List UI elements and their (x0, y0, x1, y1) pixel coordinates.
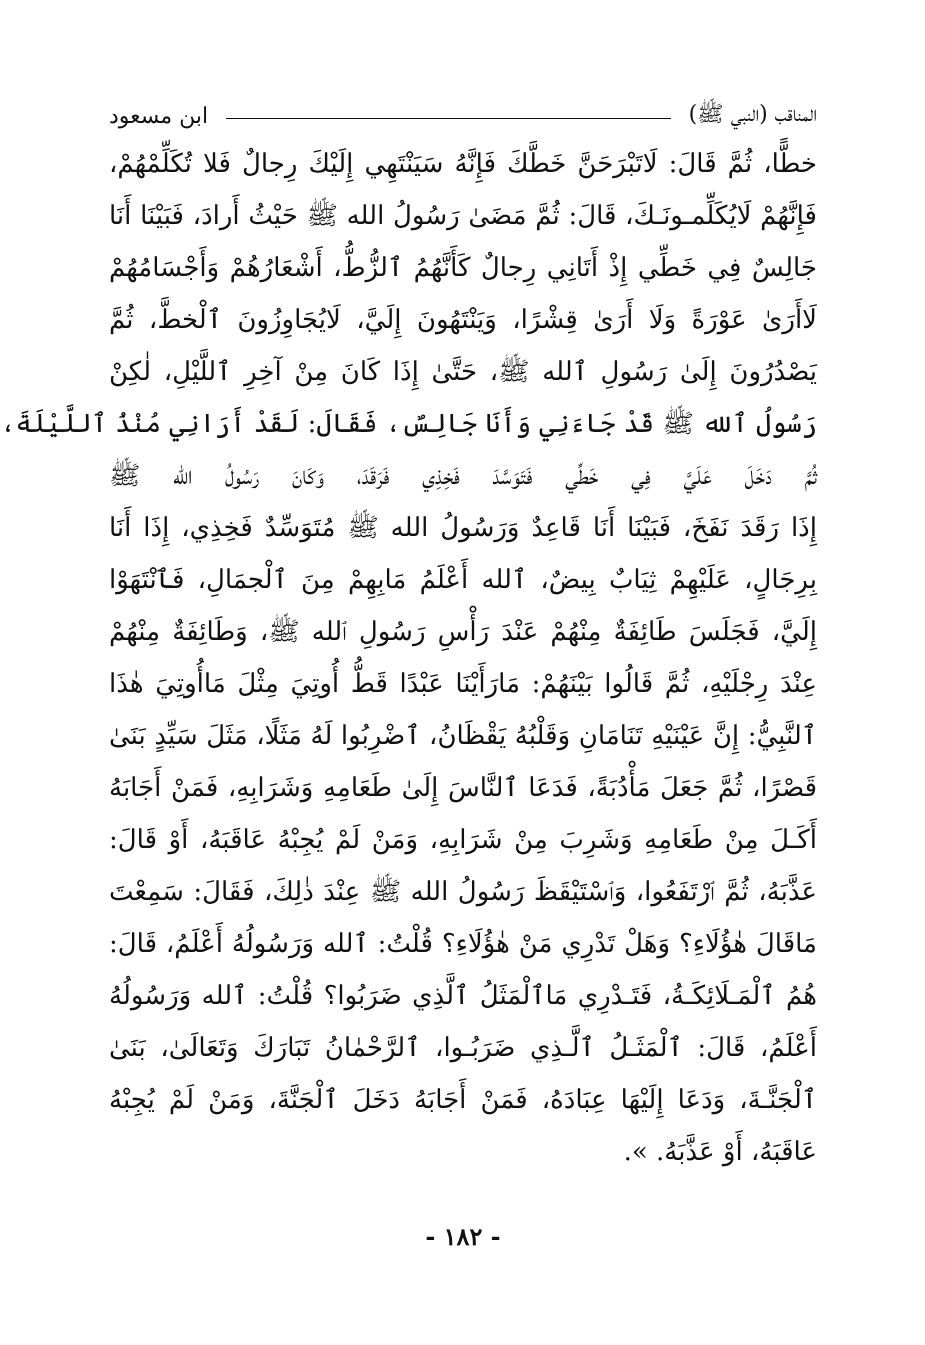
text-line: هُمُ ٱلْمَـلَائِكَـةُ، فَتَـدْرِي مَاٱلْمَثَلُ ٱلَّذِي ضَرَبُوا؟ قُلْتُ: ٱلله وَرَسُولُهُ (109, 981, 817, 1011)
header-rule (226, 118, 670, 119)
text-line: إِذَا رَقَدَ نَفَخَ، فَبَيْنَا أَنَا قَاعِدٌ وَرَسُولُ الله ﷺ مُتَوَسِّدٌ فَخِذِي، إِذَا أَنَا (109, 513, 817, 543)
text-line: ٱلْجَنَّـةَ، وَدَعَا إِلَيْهَا عِبَادَهُ، فَمَنْ أَجَابَهُ دَخَلَ ٱلْجَنَّةَ، وَمَنْ لَمْ يُجِبْهُ (109, 1085, 817, 1115)
text-line: جَالِسٌ فِي خَطِّي إِذْ أَتَانِي رِجالٌ كَأَنَّهُمُ ٱلزُّطُّ، أَشْعَارُهُمْ وَأَجْسَامُهُمْ (109, 253, 817, 283)
text-line: أَعْلَمُ، قَالَ: ٱلْمَثَـلُ ٱلَّـذِي ضَرَبُـوا، ٱلرَّحْمٰانُ تَبَارَكَ وَتَعَالَىٰ، بَنَىٰ (109, 1033, 817, 1063)
page-number: - ١٨٢ - (425, 1222, 501, 1251)
text-line: عِنْدَ رِجْلَيْهِ، ثُمَّ قَالُوا بَيْنَهُمْ: مَارَأَيْنَا عَبْدًا قَطُّ أُوتِيَ مِثْلَ مَاأُوتِيَ هٰذَا (109, 669, 817, 699)
text-line: فَإِنَّهُمْ لَايُكَلِّمـونَـكَ، قَالَ: ثُمَّ مَضَىٰ رَسُولُ الله ﷺ حَيْثُ أَرادَ، فَبَيْنَا أَنَا (109, 201, 817, 231)
text-line: ٱلنَّبِيُّ: إِنَّ عَيْنَيْهِ تَنَامَانِ وَقَلْبُهُ يَقْظَانُ، ٱضْرِبُوا لَهُ مَثَلًا، مَثَلَ سَيِّدٍ بَنَىٰ (109, 721, 817, 751)
text-line: قَصْرًا، ثُمَّ جَعَلَ مَأْدُبَةً، فَدَعَا ٱلنَّاسَ إِلَىٰ طَعَامِهِ وَشَرَابِهِ، فَمَنْ أَجَابَهُ (109, 773, 817, 803)
text-line: بِرِجَالٍ، عَلَيْهِمْ ثِيَابٌ بِيضٌ، ٱلله أَعْلَمُ مَابِهِمْ مِنَ ٱلْجمَالِ، فَٱنْتَهَوْا (109, 565, 817, 595)
text-line: مَاقَالَ هٰؤُلَاءِ؟ وَهَلْ تَدْرِي مَنْ هٰؤُلَاءِ؟ قُلْتُ: ٱلله وَرَسُولُهُ أَعْلَمُ، قَالَ: (109, 929, 817, 959)
text-line: عَذَّبَهُ، ثُمَّ ٱرْتَفَعُوا، وَٱسْتَيْقَظَ رَسُولُ الله ﷺ عِنْدَ ذٰلِكَ، فَقَالَ: سَمِعْتَ (109, 877, 817, 907)
text-line: إِلَيَّ، فَجَلَسَ طَائِفَةٌ مِنْهُمْ عَنْدَ رَأْسِ رَسُولِ ٱلله ﷺ، وَطَائِفَةٌ مِنْهُمْ (109, 617, 817, 647)
text-line: ثُمَّ دَخَلَ عَلَيَّ فِي خَطِّي فَتَوَسَّدَ فَخِذِي فَرَقَدَ، وَكَانَ رَسُولُ الله ﷺ (109, 461, 818, 491)
text-line: خطًّا، ثُمَّ قَالَ: لَاتَبْرَحَنَّ خَطَّكَ فَإِنَّهُ سَيَنْتَهِي إِلَيْكَ رِجالٌ فَلا تُكَلِّمْهُمْ، (109, 149, 817, 179)
running-header (109, 96, 817, 136)
text-line: رَسُولُ ٱلله ﷺ قَدْ جَاءَنِي وَأَنَا جَالِسٌ، فَقَالَ: لَقَدْ أَرَانِي مُنْذُ ٱللَّيْلَةَ، (0, 409, 817, 439)
text-line: لَاأَرَىٰ عَوْرَةً وَلَا أَرَىٰ قِشْرًا، وَيَنْتَهُونَ إِلَيَّ، لَايُجَاوِزُونَ ٱلْخطَّ، ثُمَّ (109, 305, 817, 335)
text-line: أَكَـلَ مِنْ طَعَامِهِ وَشَرِبَ مِنْ شَرَابِهِ، وَمَنْ لَمْ يُجِبْهُ عَاقَبَهُ، أَوْ قَالَ: (109, 825, 817, 855)
text-line-final: عَاقَبَهُ، أَوْ عَذَّبَهُ. ». (623, 1137, 817, 1167)
header-chapter-title: المناقب (النبي ﷺ) (688, 102, 817, 127)
book-page (1, 0, 925, 1345)
body-text (0, 138, 818, 1178)
header-narrator: ابن مسعود (109, 103, 209, 129)
text-line: يَصْدُرُونَ إِلَىٰ رَسُولِ ٱلله ﷺ، حَتَّىٰ إِذَا كَانَ مِنْ آخِرِ ٱللَّيْلِ، لٰكِنْ (109, 357, 817, 387)
